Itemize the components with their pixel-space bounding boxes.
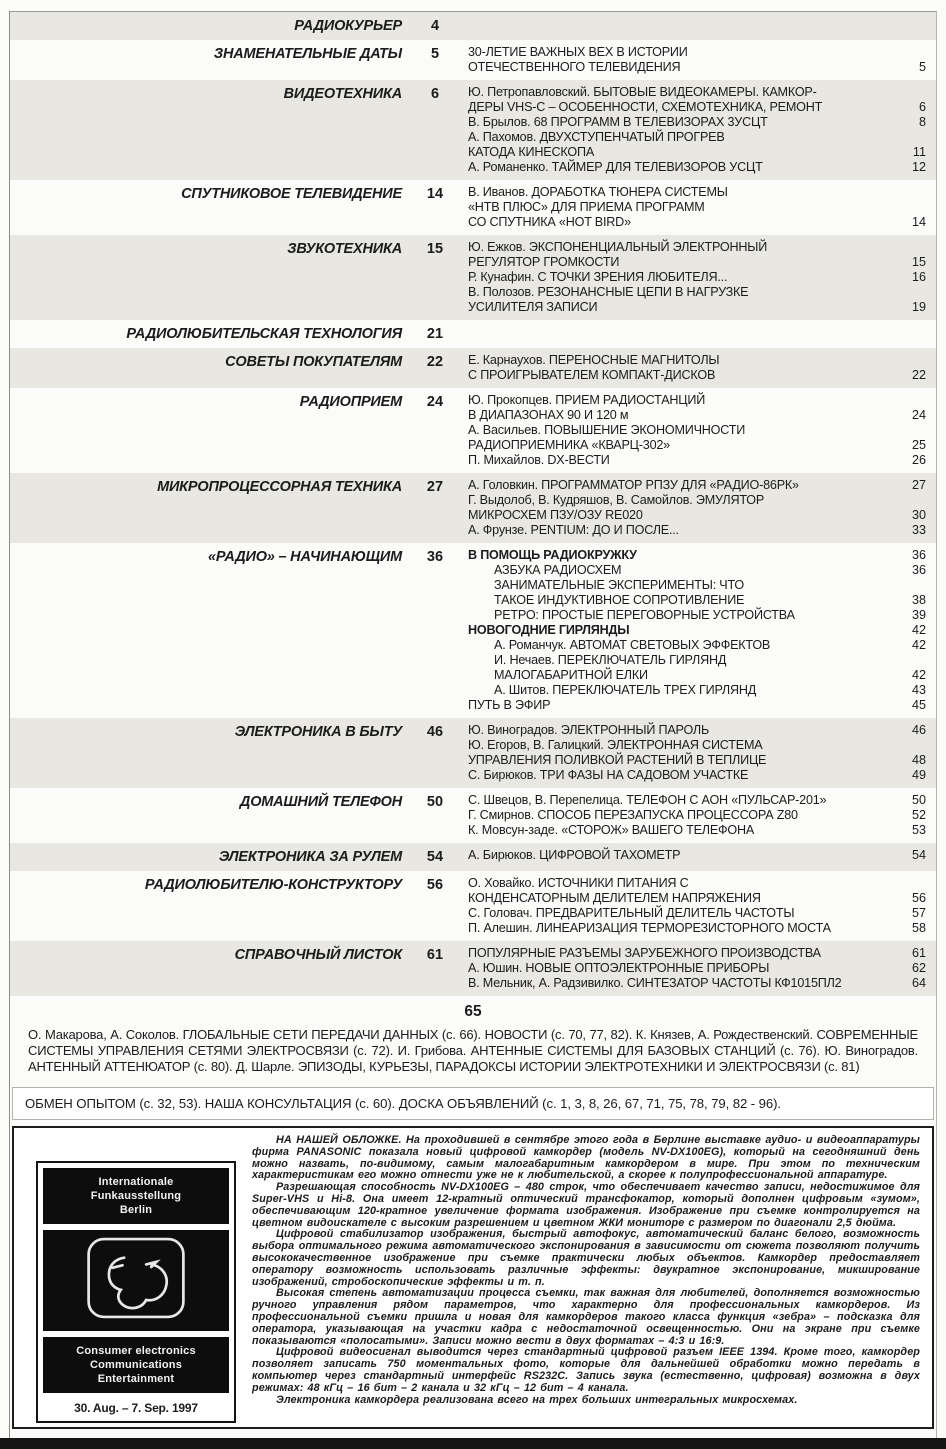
article-row <box>468 653 926 683</box>
section-page-number: 21 <box>426 326 444 342</box>
article-row <box>468 240 926 270</box>
ifa-logo-date: 30. Aug. – 7. Sep. 1997 <box>74 1401 198 1415</box>
article-row <box>468 85 926 115</box>
article-row <box>468 478 926 493</box>
toc-section-row <box>10 180 936 235</box>
toc-section-row <box>10 718 936 788</box>
article-page-number: 25 <box>911 438 926 452</box>
article-row <box>468 848 926 863</box>
section-title: СОВЕТЫ ПОКУПАТЕЛЯМ <box>225 354 402 370</box>
article-row <box>468 976 926 991</box>
toc-section-row <box>10 843 936 871</box>
page-bottom-bar <box>0 1438 946 1449</box>
section-title: ВИДЕОТЕХНИКА <box>283 86 402 102</box>
article-title: РЕТРО: ПРОСТЫЕ ПЕРЕГОВОРНЫЕ УСТРОЙСТВА <box>494 608 795 622</box>
section-page-number: 5 <box>430 46 440 62</box>
article-page-number: 53 <box>911 823 926 837</box>
article-page-number: 24 <box>911 408 926 422</box>
article-title: 30-ЛЕТИЕ ВАЖНЫХ ВЕХ В ИСТОРИИ ОТЕЧЕСТВЕННОГО ТЕЛЕВИДЕНИЯ <box>468 45 688 74</box>
article-row <box>468 160 926 175</box>
article-page-number: 58 <box>911 921 926 935</box>
ifa-logo-face-panel <box>43 1230 229 1331</box>
section-page-number: 54 <box>426 849 444 865</box>
article-page-number: 64 <box>911 976 926 990</box>
article-title: В. Мельник, А. Радзивилко. СИНТЕЗАТОР ЧАСТОТЫ КФ1015ПЛ2 <box>468 976 842 990</box>
cover-paragraph: Электроника камкордера реализована всего на трех больших интегральных микросхемах. <box>276 1393 798 1406</box>
toc-section-row <box>10 235 936 320</box>
section-title: МИКРОПРОЦЕССОРНАЯ ТЕХНИКА <box>157 479 402 495</box>
article-row <box>468 270 926 285</box>
article-title: А. Шитов. ПЕРЕКЛЮЧАТЕЛЬ ТРЕХ ГИРЛЯНД <box>494 683 757 697</box>
article-row <box>468 453 926 468</box>
feature-paragraph: О. Макарова, А. Соколов. ГЛОБАЛЬНЫЕ СЕТИ ПЕРЕДАЧИ ДАННЫХ (с. 66). НОВОСТИ (с. 70, 77, 82). К. Князев, А. Рождественский. СОВРЕМЕННЫЕ СИСТЕМЫ УПРАВЛЕНИЯ СЕТЯМИ ЭЛЕКТРОСВЯЗИ (с. 72). И. Грибова. АНТЕННЫЕ СИСТЕМЫ ДЛЯ БАЗОВЫХ СТАНЦИЙ (с. 76). Ю. Виноградов. АНТЕННЫЙ АТТЕНЮАТОР (с. 80). Д. Шарле. ЭПИЗОДЫ, КУРЬЕЗЫ, ПАРАДОКСЫ ИСТОРИИ ЭЛЕКТРОТЕХНИКИ И ЭЛЕКТРОСВЯЗИ (с. 81) <box>28 1027 918 1074</box>
article-title: ЗАНИМАТЕЛЬНЫЕ ЭКСПЕРИМЕНТЫ: ЧТО ТАКОЕ ИНДУКТИВНОЕ СОПРОТИВЛЕНИЕ <box>494 578 745 607</box>
section-title: «РАДИО» – НАЧИНАЮЩИМ <box>207 549 402 565</box>
article-page-number: 12 <box>911 160 926 174</box>
section-articles <box>468 548 936 713</box>
section-title: РАДИОПРИЕМ <box>299 394 402 410</box>
article-row <box>468 946 926 961</box>
article-title: Ю. Виноградов. ЭЛЕКТРОННЫЙ ПАРОЛЬ <box>468 723 710 737</box>
exchange-line-box <box>12 1087 934 1120</box>
article-row <box>468 578 926 608</box>
toc-section-row <box>10 348 936 388</box>
article-row <box>468 130 926 160</box>
toc-section-row <box>10 40 936 80</box>
article-row <box>468 738 926 768</box>
toc-section-row <box>10 388 936 473</box>
section-articles <box>468 876 936 936</box>
cover-note-box <box>12 1126 934 1429</box>
article-row <box>468 423 926 453</box>
cover-paragraph: НА НАШЕЙ ОБЛОЖКЕ. На проходившей в сентябре этого года в Берлине выставке аудио- и видеоаппаратуры фирма PANASONIC показала новый цифровой камкордер (модель NV-DX100EG), который на сегодняшний день можно назвать, по-видимому, самым малогабаритным камкордером в мире. При этом по техническим характеристикам его можно отнести уже не к любительской, а скорее к полупрофессиональной аппаратуре. <box>252 1134 920 1182</box>
article-page-number: 27 <box>911 478 926 492</box>
article-page-number: 45 <box>911 698 926 712</box>
ifa-logo-top-panel <box>43 1168 229 1224</box>
article-row <box>468 698 926 713</box>
article-title: В ПОМОЩЬ РАДИОКРУЖКУ <box>468 548 637 562</box>
section-articles <box>468 478 936 538</box>
article-title: А. Васильев. ПОВЫШЕНИЕ ЭКОНОМИЧНОСТИ РАДИОПРИЕМНИКА «КВАРЦ-302» <box>468 423 746 452</box>
article-row <box>468 906 926 921</box>
article-page-number: 38 <box>911 593 926 607</box>
section-articles <box>468 353 936 383</box>
article-row <box>468 548 926 563</box>
article-row <box>468 493 926 523</box>
article-page-number: 15 <box>911 255 926 269</box>
section-articles <box>468 45 936 75</box>
article-row <box>468 793 926 808</box>
article-title: В. Иванов. ДОРАБОТКА ТЮНЕРА СИСТЕМЫ «НТВ ПЛЮС» ДЛЯ ПРИЕМА ПРОГРАММ СО СПУТНИКА «HOT BIRD» <box>468 185 728 229</box>
article-title: АЗБУКА РАДИОСХЕМ <box>494 563 622 577</box>
article-row <box>468 723 926 738</box>
toc-section-row <box>10 543 936 718</box>
exchange-line: ОБМЕН ОПЫТОМ (с. 32, 53). НАША КОНСУЛЬТАЦИЯ (с. 60). ДОСКА ОБЪЯВЛЕНИЙ (с. 1, 3, 8, 26, 67, 71, 75, 78, 79, 82 - 96). <box>25 1096 781 1111</box>
section-articles <box>468 85 936 175</box>
article-row <box>468 185 926 230</box>
article-page-number: 62 <box>911 961 926 975</box>
article-title: С. Головач. ПРЕДВАРИТЕЛЬНЫЙ ДЕЛИТЕЛЬ ЧАСТОТЫ <box>468 906 795 920</box>
article-row <box>468 623 926 638</box>
article-title: А. Фрунзе. PENTIUM: ДО И ПОСЛЕ... <box>468 523 679 537</box>
toc-section-row <box>10 788 936 843</box>
cover-paragraph: Цифровой стабилизатор изображения, быстрый автофокус, автоматический баланс белого, возможность выбора оптимального режима автоматического экспонирования в зависимости от сюжета позволяют получить высококачественное изображение при съемке практически любых объектов. Камкордер предоставляет оператору возможность использовать различные эффекты: двукратное экспонирование, микширование изображений, стробоскопические эффекты и т. п. <box>252 1228 920 1288</box>
article-page-number: 19 <box>911 300 926 314</box>
article-title: ПОПУЛЯРНЫЕ РАЗЪЕМЫ ЗАРУБЕЖНОГО ПРОИЗВОДСТВА <box>468 946 821 960</box>
toc-section-row <box>10 320 936 348</box>
article-row <box>468 115 926 130</box>
section-title: ДОМАШНИЙ ТЕЛЕФОН <box>239 794 402 810</box>
article-title: П. Алешин. ЛИНЕАРИЗАЦИЯ ТЕРМОРЕЗИСТОРНОГО МОСТА <box>468 921 831 935</box>
cover-paragraph: Высокая степень автоматизации процесса съемки, так важная для любителей, дополняется возможностью ручного управления рядом параметров, что характерно для профессиональных камкордеров. Из профессиональной съемки пришла и новая для камкордеров такого класса функция «зебра» – подсказка для оператора, указывающая на участки кадра с недостаточной освещенностью. Они на экране при съемке показываются «полосатыми». Записи можно вести в двух форматах – 4:3 и 16:9. <box>252 1287 920 1347</box>
logo-line: Entertainment <box>97 1373 175 1385</box>
article-row <box>468 768 926 783</box>
section-page-number: 6 <box>430 86 440 102</box>
section-title: РАДИОКУРЬЕР <box>294 18 402 34</box>
section-page-number: 14 <box>426 186 444 202</box>
article-page-number: 42 <box>911 668 926 682</box>
section-page-number: 36 <box>426 549 444 565</box>
article-page-number: 42 <box>911 638 926 652</box>
section-articles <box>468 848 936 863</box>
article-row <box>468 808 926 823</box>
toc-section-row <box>10 941 936 996</box>
article-page-number: 43 <box>911 683 926 697</box>
section-articles <box>468 793 936 838</box>
article-page-number: 36 <box>911 563 926 577</box>
article-row <box>468 683 926 698</box>
article-row <box>468 638 926 653</box>
article-page-number: 14 <box>911 215 926 229</box>
article-page-number: 6 <box>918 100 926 114</box>
article-title: А. Пахомов. ДВУХСТУПЕНЧАТЫЙ ПРОГРЕВ КАТОДА КИНЕСКОПА <box>468 130 725 159</box>
toc-rows <box>10 12 936 996</box>
article-title: П. Михайлов. DX-ВЕСТИ <box>468 453 610 467</box>
article-page-number: 46 <box>911 723 926 737</box>
article-title: Ю. Ежков. ЭКСПОНЕНЦИАЛЬНЫЙ ЭЛЕКТРОННЫЙ РЕГУЛЯТОР ГРОМКОСТИ <box>468 240 768 269</box>
article-row <box>468 353 926 383</box>
cover-paragraph: Разрешающая способность NV-DX100EG – 480 строк, что обеспечивает качество записи, недостижимое для Super-VHS и Hi-8. Она имеет 12-кратный оптический трансфокатор, который дополнен цифровым «зумом», обеспечивающим 120-кратное увеличение формата изображения. Изображение при съемке контролируется на цветном видоискателе с высоким разрешением и цветном ЖКИ мониторе с размером по диагонали 2,5 дюйма. <box>252 1181 920 1229</box>
article-title: А. Головкин. ПРОГРАММАТОР РПЗУ ДЛЯ «РАДИО-86РК» <box>468 478 799 492</box>
section-page-number: 46 <box>426 724 444 740</box>
article-page-number: 48 <box>911 753 926 767</box>
section-page-number: 27 <box>426 479 444 495</box>
ifa-face-logo-icon <box>50 1234 222 1322</box>
section-page-number: 61 <box>426 947 444 963</box>
article-page-number: 8 <box>918 115 926 129</box>
article-page-number: 52 <box>911 808 926 822</box>
article-row <box>468 563 926 578</box>
article-page-number: 39 <box>911 608 926 622</box>
logo-line: Funkausstellung <box>90 1190 182 1202</box>
article-row <box>468 285 926 315</box>
article-page-number: 61 <box>911 946 926 960</box>
article-row <box>468 876 926 906</box>
article-row <box>468 608 926 623</box>
article-page-number: 22 <box>911 368 926 382</box>
section-articles <box>468 723 936 783</box>
article-row <box>468 45 926 75</box>
section-page-number: 56 <box>426 877 444 893</box>
article-title: Г. Смирнов. СПОСОБ ПЕРЕЗАПУСКА ПРОЦЕССОРА Z80 <box>468 808 798 822</box>
article-title: Е. Карнаухов. ПЕРЕНОСНЫЕ МАГНИТОЛЫ С ПРОИГРЫВАТЕЛЕМ КОМПАКТ-ДИСКОВ <box>468 353 720 382</box>
section-title: ЗНАМЕНАТЕЛЬНЫЕ ДАТЫ <box>213 46 402 62</box>
article-title: С. Швецов, В. Перепелица. ТЕЛЕФОН С АОН «ПУЛЬСАР-201» <box>468 793 827 807</box>
article-page-number: 49 <box>911 768 926 782</box>
toc-section-row <box>10 473 936 543</box>
article-page-number: 11 <box>912 145 926 159</box>
article-title: В. Брылов. 68 ПРОГРАММ В ТЕЛЕВИЗОРАХ 3УСЦТ <box>468 115 768 129</box>
article-title: И. Нечаев. ПЕРЕКЛЮЧАТЕЛЬ ГИРЛЯНД МАЛОГАБАРИТНОЙ ЕЛКИ <box>494 653 727 682</box>
article-page-number: 26 <box>911 453 926 467</box>
article-page-number: 5 <box>918 60 926 74</box>
section-page-number: 24 <box>426 394 444 410</box>
article-page-number: 57 <box>911 906 926 920</box>
ifa-logo-box <box>36 1161 236 1423</box>
section-title: ЭЛЕКТРОНИКА В БЫТУ <box>234 724 402 740</box>
toc <box>10 12 936 1429</box>
article-page-number: 30 <box>911 508 926 522</box>
article-title: А. Бирюков. ЦИФРОВОЙ ТАХОМЕТР <box>468 848 681 862</box>
article-page-number: 56 <box>911 891 926 905</box>
logo-line: Berlin <box>119 1204 153 1216</box>
section-articles <box>468 946 936 991</box>
article-title: Р. Кунафин. С ТОЧКИ ЗРЕНИЯ ЛЮБИТЕЛЯ... <box>468 270 728 284</box>
section-articles <box>468 185 936 230</box>
article-page-number: 50 <box>911 793 926 807</box>
section-title: СПУТНИКОВОЕ ТЕЛЕВИДЕНИЕ <box>181 186 402 202</box>
article-title: Г. Выдолоб, В. Кудряшов, В. Самойлов. ЭМУЛЯТОР МИКРОСХЕМ ПЗУ/ОЗУ RE020 <box>468 493 765 522</box>
section-page-number: 4 <box>430 18 440 34</box>
article-page-number: 36 <box>911 548 926 562</box>
article-title: К. Мовсун-заде. «СТОРОЖ» ВАШЕГО ТЕЛЕФОНА <box>468 823 755 837</box>
section-title: ЭЛЕКТРОНИКА ЗА РУЛЕМ <box>218 849 402 865</box>
section-title: СПРАВОЧНЫЙ ЛИСТОК <box>234 947 402 963</box>
section-articles <box>468 393 936 468</box>
article-page-number: 54 <box>911 848 926 862</box>
ifa-logo-bottom-panel <box>43 1337 229 1393</box>
article-title: НОВОГОДНИЕ ГИРЛЯНДЫ <box>468 623 630 637</box>
article-title: А. Юшин. НОВЫЕ ОПТОЭЛЕКТРОННЫЕ ПРИБОРЫ <box>468 961 770 975</box>
logo-line: Internationale <box>98 1176 174 1188</box>
article-page-number: 16 <box>911 270 926 284</box>
article-row <box>468 921 926 936</box>
article-title: А. Романенко. ТАЙМЕР ДЛЯ ТЕЛЕВИЗОРОВ УСЦТ <box>468 160 763 174</box>
article-title: Ю. Егоров, В. Галицкий. ЭЛЕКТРОННАЯ СИСТЕМА УПРАВЛЕНИЯ ПОЛИВКОЙ РАСТЕНИЙ В ТЕПЛИЦЕ <box>468 738 767 767</box>
section-page-number: 50 <box>426 794 444 810</box>
article-title: А. Романчук. АВТОМАТ СВЕТОВЫХ ЭФФЕКТОВ <box>494 638 771 652</box>
article-title: О. Ховайко. ИСТОЧНИКИ ПИТАНИЯ С КОНДЕНСАТОРНЫМ ДЕЛИТЕЛЕМ НАПРЯЖЕНИЯ <box>468 876 761 905</box>
article-title: Ю. Петропавловский. БЫТОВЫЕ ВИДЕОКАМЕРЫ. КАМКОР- ДЕРЫ VHS-C – ОСОБЕННОСТИ, СХЕМОТЕХНИКА, РЕМОНТ <box>468 85 823 114</box>
toc-section-row <box>10 80 936 180</box>
article-title: В. Полозов. РЕЗОНАНСНЫЕ ЦЕПИ В НАГРУЗКЕ УСИЛИТЕЛЯ ЗАПИСИ <box>468 285 749 314</box>
article-page-number: 33 <box>911 523 926 537</box>
section-title: ЗВУКОТЕХНИКА <box>287 241 402 257</box>
logo-line: Consumer electronics <box>76 1345 196 1357</box>
section-title: РАДИОЛЮБИТЕЛЬСКАЯ ТЕХНОЛОГИЯ <box>126 326 402 342</box>
article-row <box>468 823 926 838</box>
cover-paragraph: Цифровой видеосигнал выводится через стандартный цифровой разъем IEEE 1394. Кроме того, камкордер позволяет записать 750 моментальных фото, которые для дальнейшей обработки можно передать в компьютер через стандартный интерфейс RS232C. Запись звука (естественно, цифровая) возможна в двух режимах: 48 кГц – 16 бит – 2 канала и 32 кГц – 12 бит – 4 канала. <box>252 1346 920 1394</box>
article-title: С. Бирюков. ТРИ ФАЗЫ НА САДОВОМ УЧАСТКЕ <box>468 768 749 782</box>
article-title: Ю. Прокопцев. ПРИЕМ РАДИОСТАНЦИЙ В ДИАПАЗОНАХ 90 И 120 м <box>468 393 706 422</box>
article-row <box>468 961 926 976</box>
article-row <box>468 523 926 538</box>
section-articles <box>468 240 936 315</box>
logo-line: Communications <box>89 1359 183 1371</box>
section-page-number: 15 <box>426 241 444 257</box>
section-title: РАДИОЛЮБИТЕЛЮ-КОНСТРУКТОРУ <box>144 877 402 893</box>
standalone-page-number: 65 <box>464 1003 482 1020</box>
article-page-number: 42 <box>911 623 926 637</box>
toc-section-row <box>10 12 936 40</box>
article-title: ПУТЬ В ЭФИР <box>468 698 551 712</box>
article-row <box>468 393 926 423</box>
toc-section-row <box>10 871 936 941</box>
section-page-number: 22 <box>426 354 444 370</box>
